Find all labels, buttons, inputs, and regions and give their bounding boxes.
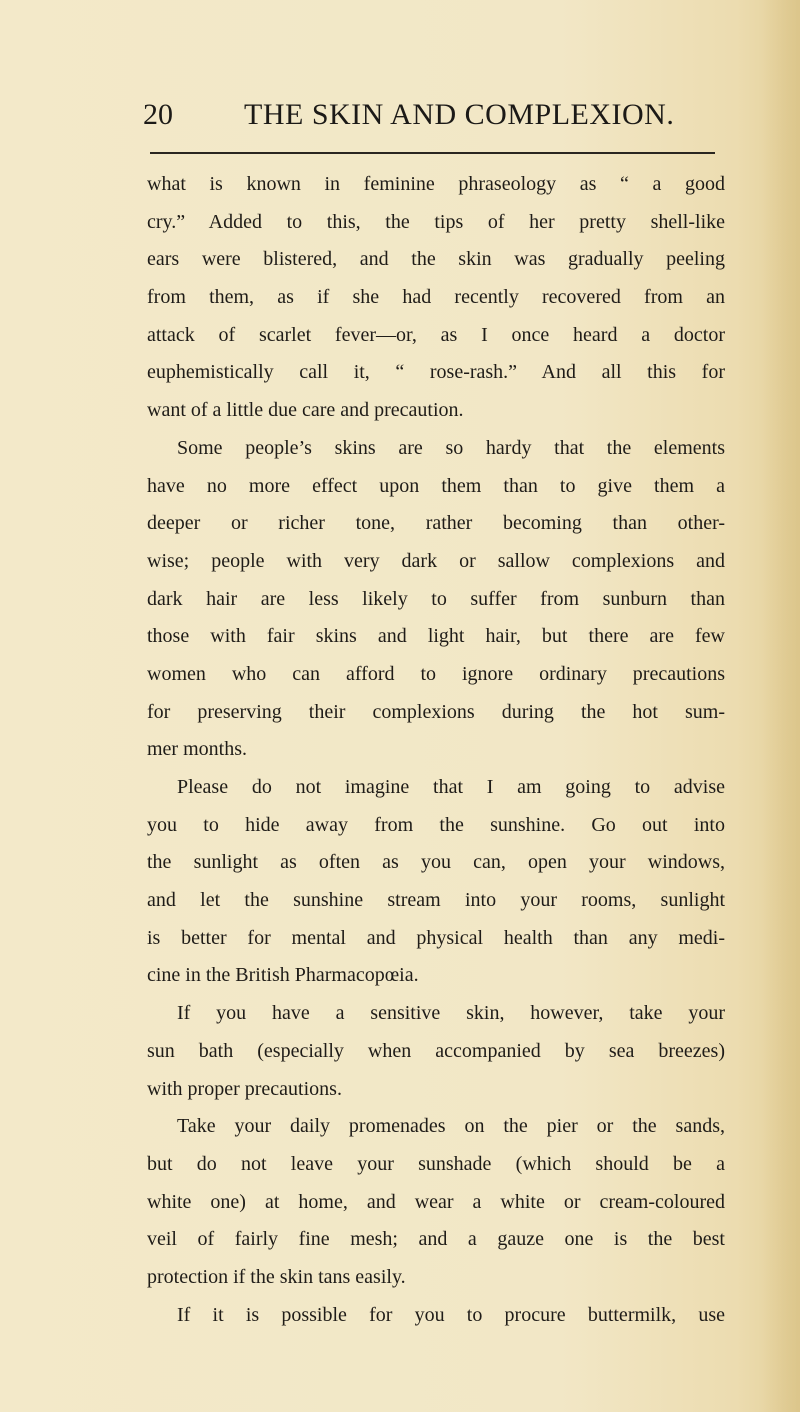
text-line: protection if the skin tans easily. bbox=[147, 1265, 406, 1288]
text-line: women who can afford to ignore ordinary precautions bbox=[147, 662, 725, 685]
text-line: white one) at home, and wear a white or cream-coloured bbox=[147, 1190, 725, 1213]
text-line: want of a little due care and precaution. bbox=[147, 399, 464, 422]
text-line: If you have a sensitive skin, however, take your bbox=[177, 1002, 725, 1025]
header-rule bbox=[150, 152, 715, 154]
text-line: Please do not imagine that I am going to advise bbox=[177, 776, 725, 798]
page-number: 20 bbox=[143, 98, 173, 131]
text-line: what is known in feminine phraseology as “ a good bbox=[147, 173, 725, 195]
text-line: wise; people with very dark or sallow complexions and bbox=[147, 549, 725, 572]
text-line: the sunlight as often as you can, open your windows, bbox=[147, 851, 725, 874]
text-line: cine in the British Pharmacopœia. bbox=[147, 964, 419, 987]
text-line: from them, as if she had recently recovered from an bbox=[147, 286, 725, 309]
running-title: THE SKIN AND COMPLEXION. bbox=[244, 98, 675, 131]
text-line: with proper precautions. bbox=[147, 1077, 342, 1100]
text-line: deeper or richer tone, rather becoming than other- bbox=[147, 512, 725, 535]
text-line: you to hide away from the sunshine. Go out into bbox=[147, 813, 725, 836]
text-line: ears were blistered, and the skin was gradually peeling bbox=[147, 248, 725, 271]
text-line: dark hair are less likely to suffer from sunburn than bbox=[147, 587, 725, 610]
text-line: but do not leave your sunshade (which should be a bbox=[147, 1152, 725, 1175]
text-line: sun bath (especially when accompanied by sea breezes) bbox=[147, 1039, 725, 1062]
body-text bbox=[147, 166, 725, 1334]
text-line: is better for mental and physical health than any medi- bbox=[147, 926, 725, 949]
text-line: have no more effect upon them than to give them a bbox=[147, 474, 725, 497]
text-line: and let the sunshine stream into your rooms, sunlight bbox=[147, 889, 725, 912]
text-line: veil of fairly fine mesh; and a gauze one is the best bbox=[147, 1228, 725, 1251]
text-line: for preserving their complexions during the hot sum- bbox=[147, 700, 725, 723]
text-line: attack of scarlet fever—or, as I once heard a doctor bbox=[147, 323, 725, 346]
text-line: those with fair skins and light hair, but there are few bbox=[147, 625, 725, 648]
text-line: mer months. bbox=[147, 738, 247, 761]
text-line: euphemistically call it, “ rose-rash.” And all this for bbox=[147, 361, 725, 384]
text-line: If it is possible for you to procure buttermilk, use bbox=[177, 1303, 725, 1326]
text-line: cry.” Added to this, the tips of her pretty shell-like bbox=[147, 210, 725, 233]
text-line: Take your daily promenades on the pier or the sands, bbox=[177, 1115, 725, 1138]
page-edge-shadow bbox=[762, 0, 800, 1412]
text-line: Some people’s skins are so hardy that the elements bbox=[177, 436, 725, 459]
running-head bbox=[0, 90, 800, 140]
